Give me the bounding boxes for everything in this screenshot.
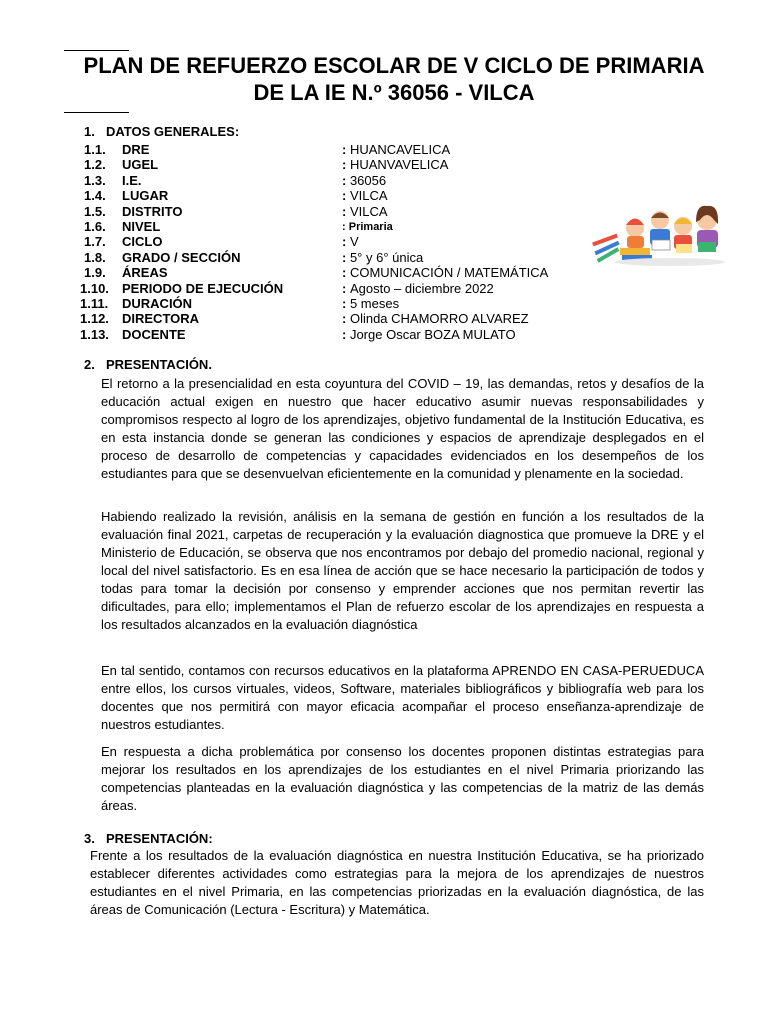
datos-value: : Agosto – diciembre 2022 [342,280,494,296]
datos-row [84,250,584,266]
datos-key-label: DIRECTORA [122,311,200,327]
datos-row [80,327,580,343]
datos-row [84,157,584,173]
datos-key-label: DOCENTE [122,326,186,342]
datos-key-label: ÁREAS [122,265,168,281]
section-heading-presentacion-2 [84,831,213,846]
datos-value-text: VILCA [349,203,388,219]
title-line-1: PLAN DE REFUERZO ESCOLAR DE V CICLO DE PRIMARIA [83,53,705,78]
datos-value: : Primaria [342,221,393,233]
datos-key [84,250,240,266]
datos-key [84,265,168,281]
datos-value-text: Olinda CHAMORRO ALVAREZ [349,311,529,327]
datos-key [80,327,186,343]
datos-value: : 36056 [342,172,387,188]
datos-key-label: CICLO [122,234,163,250]
section-number: 1. [84,124,95,139]
datos-row [84,173,584,189]
datos-row [84,188,584,204]
datos-value: : 5 meses [342,296,400,311]
section-label: PRESENTACIÓN: [106,831,213,846]
presentacion-paragraph-3: En tal sentido, contamos con recursos educativos en la plataforma APRENDO EN CASA-PERUEDUCA entre ellos, los cursos virtuales, videos, Software, materiales bibliográficos y bibliografía web para los docentes que nos permitirá con mayor eficacia acompañar el proceso enseñanza-aprendizaje de nuestros estudiantes. [101,663,704,732]
datos-key [84,142,149,158]
datos-number: 1.6. [84,219,106,234]
datos-row [80,281,580,297]
datos-value-text: 5 meses [349,296,400,311]
presentacion-2-paragraph: Frente a los resultados de la evaluación diagnóstica en nuestra Institución Educativa, se ha priorizado establecer diferentes actividades como estrategias para la mejora de los aprendizajes de nuestros estudiantes en el nivel Primaria, en las competencias priorizadas en la evaluación diagnóstica, de las áreas de Comunicación (Lectura - Escritura) y Matemática. [90,848,704,917]
datos-value-text: HUANCAVELICA [349,142,451,157]
datos-number: 1.8. [84,249,106,265]
datos-key-label: GRADO / SECCIÓN [122,249,241,265]
datos-value: : Olinda CHAMORRO ALVAREZ [342,311,529,327]
datos-key-label: PERIODO DE EJECUCIÓN [122,280,284,296]
title-line-2: DE LA IE N.º 36056 - VILCA [253,80,535,105]
presentacion-paragraph-2: Habiendo realizado la revisión, análisis en la semana de gestión en función a los resultados de la evaluación final 2021, carpetas de recuperación y la evaluación diagnostica que promueve la DRE y el Ministerio de Educación, se observa que nos encontramos por debajo del promedio nacional, regional y local del nivel satisfactorio. Es en esa línea de acción que se hace necesario la participación de todos y todas para tomar la decisión por consenso y emprender acciones que nos permitan revertir las dificultades, para ello; implementamos el Plan de refuerzo escolar de los aprendizajes en respuesta a los resultados alcanzados en la evaluación diagnóstica [101,509,704,632]
datos-value-text: Agosto – diciembre 2022 [349,280,494,296]
datos-row [84,265,584,281]
datos-value: : VILCA [342,188,388,204]
datos-number: 1.7. [84,234,106,250]
datos-value: : COMUNICACIÓN / MATEMÁTICA [342,265,549,281]
datos-key-label: DRE [122,142,150,157]
top-left-rule [64,50,129,51]
datos-key [80,296,192,312]
datos-key-label: DURACIÓN [122,296,193,311]
datos-value-text: Jorge Oscar BOZA MULATO [349,326,516,342]
section-label: DATOS GENERALES: [106,124,240,139]
datos-key [80,311,199,327]
datos-value-text: V [349,234,359,250]
datos-number: 1.9. [84,265,106,281]
datos-row [80,296,580,312]
datos-key-label: DISTRITO [122,203,183,219]
datos-value-text: VILCA [349,188,388,204]
datos-value-text: HUANVAVELICA [349,157,449,173]
section-heading-datos [84,124,239,139]
datos-value: : HUANCAVELICA [342,142,451,157]
datos-value-text: 36056 [349,172,387,188]
datos-key [84,173,142,189]
datos-value: : 5° y 6° única [342,249,424,265]
section-heading-presentacion [84,357,212,372]
datos-key-label: UGEL [122,157,159,173]
title-underline-rule [64,112,129,113]
datos-number: 1.12. [80,311,109,327]
datos-row [84,142,584,158]
datos-value-text: Primaria [348,221,393,233]
datos-value: : V [342,234,359,250]
section-label: PRESENTACIÓN. [106,357,212,372]
datos-key [84,204,182,220]
datos-number: 1.11. [80,296,109,311]
datos-row [84,204,584,220]
datos-number: 1.3. [84,172,106,188]
datos-value-text: COMUNICACIÓN / MATEMÁTICA [349,265,549,281]
datos-value-text: 5° y 6° única [349,249,424,265]
datos-number: 1.2. [84,157,106,173]
datos-number: 1.13. [80,326,109,342]
datos-key [84,157,158,173]
datos-value: : VILCA [342,203,388,219]
datos-number: 1.10. [80,280,109,296]
presentacion-paragraph-4: En respuesta a dicha problemática por consenso los docentes proponen distintas estrategias para mejorar los resultados en los aprendizajes de los estudiantes en el nivel Primaria priorizando las competencias planteadas en la evaluación diagnóstica y las competencias de la matriz de las demás áreas. [101,744,704,813]
datos-row [84,219,584,235]
datos-key-label: I.E. [122,172,142,188]
datos-key-label: LUGAR [122,188,169,204]
children-reading-illustration [590,198,730,268]
datos-value: : HUANVAVELICA [342,157,449,173]
datos-key [84,219,160,235]
section-number: 3. [84,831,95,846]
datos-number: 1.5. [84,203,106,219]
datos-value: : Jorge Oscar BOZA MULATO [342,326,516,342]
presentacion-paragraph-1: El retorno a la presencialidad en esta coyuntura del COVID – 19, las demandas, retos y desafíos de la educación actual exigen en nuestro que hacer educativo asumir nuevas responsabilidades y compromisos respecto al logro de los aprendizajes, objetivo fundamental de la Institución Educativa, es en esta instancia donde se generan las condiciones y espacios de aprendizaje desplegados en el proceso de desarrollo de competencias y capacidades evidenciados en los desempeños de los estudiantes para que se desenvuelvan eficientemente en la comunidad y plenamente en la sociedad. [101,376,704,481]
document-title [40,52,748,106]
datos-key [80,281,283,297]
datos-key-label: NIVEL [122,219,161,234]
datos-key [84,234,162,250]
datos-row [84,234,584,250]
datos-number: 1.4. [84,188,106,204]
datos-key [84,188,168,204]
section-number: 2. [84,357,95,372]
datos-row [80,311,580,327]
datos-number: 1.1. [84,142,106,157]
